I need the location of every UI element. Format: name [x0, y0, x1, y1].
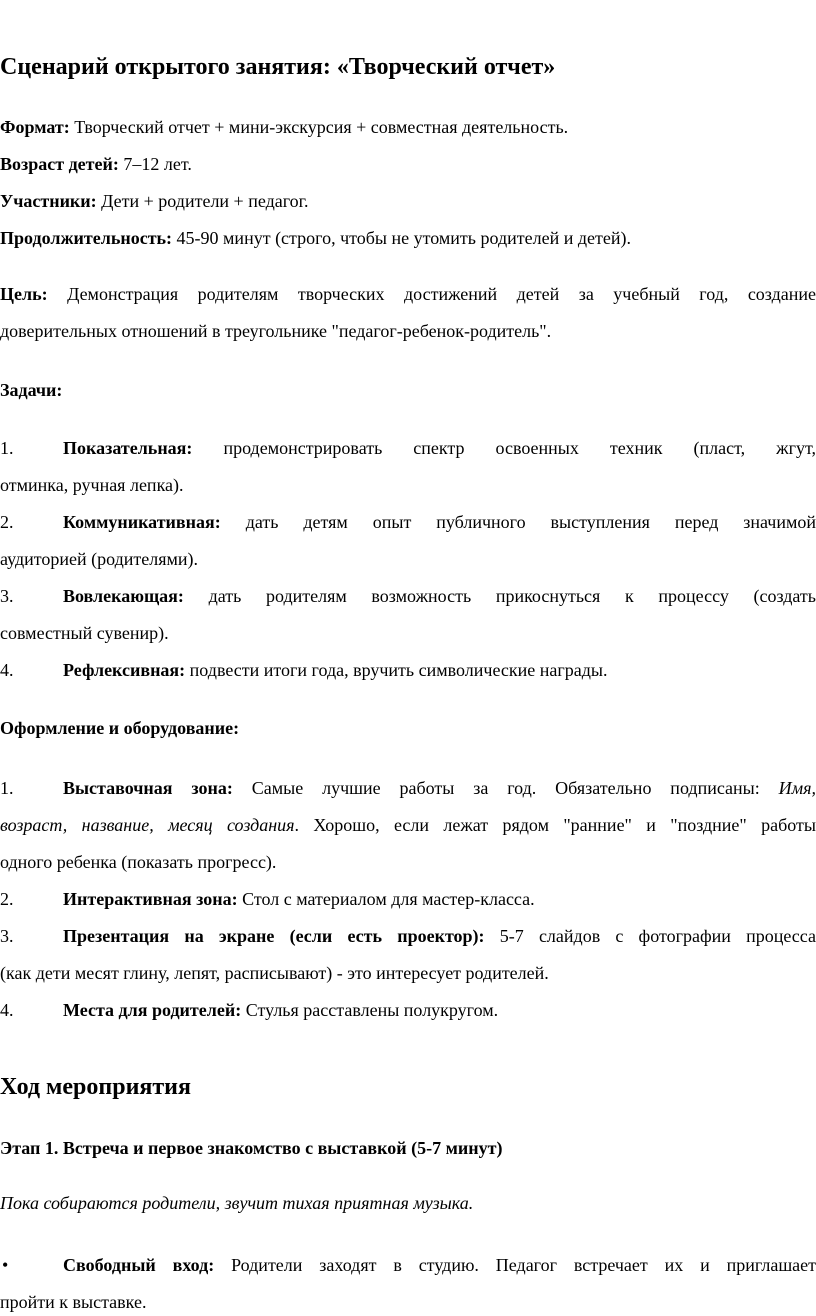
equipment-number: 2. [0, 889, 14, 909]
task-text: дать родителям возможность прикоснуться к процессу (создать [208, 586, 816, 606]
task-line-1 [63, 512, 816, 533]
meta-participants [0, 191, 816, 212]
equipment-line-2 [0, 815, 816, 836]
equipment-text-2: . Хорошо, если лежат рядом "ранние" и "поздние" работы [294, 815, 816, 835]
task-line-1 [63, 660, 816, 681]
meta-age [0, 154, 816, 175]
stage1-note-text: Пока собираются родители, звучит тихая приятная музыка. [0, 1193, 474, 1213]
equipment-number: 3. [0, 926, 14, 946]
equipment-text: Стулья расставлены полукругом. [241, 1000, 499, 1020]
task-label: Вовлекающая: [63, 586, 184, 606]
format-label: Формат: [0, 117, 70, 137]
bullet-icon: • [2, 1255, 9, 1275]
task-number: 2. [0, 512, 14, 532]
task-line-2: совместный сувенир). [0, 623, 169, 643]
meta-duration [0, 228, 816, 249]
goal-line-1 [0, 284, 816, 305]
duration-value: 45-90 минут (строго, чтобы не утомить родителей и детей). [172, 228, 632, 248]
tasks-heading: Задачи: [0, 380, 63, 400]
goal-label: Цель: [0, 284, 48, 304]
equipment-label: Интерактивная зона: [63, 889, 238, 909]
goal-text-1: Демонстрация родителям творческих достижений детей за учебный год, создание [47, 284, 816, 304]
age-label: Возраст детей: [0, 154, 119, 174]
equipment-label: Презентация на экране (если есть проектор): [63, 926, 485, 946]
participants-value: Дети + родители + педагог. [96, 191, 309, 211]
duration-label: Продолжительность: [0, 228, 173, 248]
task-line-2: отминка, ручная лепка). [0, 475, 184, 495]
task-text: подвести итоги года, вручить символические награды. [189, 660, 608, 680]
equipment-line-1 [63, 778, 816, 799]
equipment-line-1 [63, 926, 816, 947]
task-text: дать детям опыт публичного выступления перед значимой [245, 512, 816, 532]
bullet-line-2: пройти к выставке. [0, 1292, 147, 1312]
task-label: Рефлексивная: [63, 660, 186, 680]
bullet-text: Родители заходят в студию. Педагог встречает их и приглашает [231, 1255, 816, 1275]
task-text: продемонстрировать спектр освоенных техник (пласт, жгут, [223, 438, 816, 458]
age-value: 7–12 лет. [118, 154, 192, 174]
bullet-line-1 [63, 1255, 816, 1276]
equipment-label: Места для родителей: [63, 1000, 242, 1020]
equipment-italic-2: возраст, название, месяц создания [0, 815, 295, 835]
equipment-text: 5-7 слайдов с фотографии процесса [484, 926, 816, 946]
task-line-1 [63, 586, 816, 607]
equipment-text: Самые лучшие работы за год. Обязательно подписаны: [251, 778, 760, 798]
equipment-line-2: (как дети месят глину, лепят, расписывают) - это интересует родителей. [0, 963, 549, 983]
document-title: Сценарий открытого занятия: «Творческий отчет» [0, 54, 556, 80]
bullet-label: Свободный вход: [63, 1255, 215, 1275]
task-number: 4. [0, 660, 14, 680]
stage1-heading: Этап 1. Встреча и первое знакомство с выставкой (5-7 минут) [0, 1138, 503, 1158]
meta-format [0, 117, 816, 138]
equipment-number: 1. [0, 778, 14, 798]
equipment-line-1 [63, 889, 816, 910]
task-line-1 [63, 438, 816, 459]
task-number: 1. [0, 438, 14, 458]
equipment-line-1 [63, 1000, 816, 1021]
equipment-line-3: одного ребенка (показать прогресс). [0, 852, 277, 872]
equipment-heading: Оформление и оборудование: [0, 718, 240, 738]
task-line-2: аудиторией (родителями). [0, 549, 199, 569]
equipment-italic: Имя, [778, 778, 816, 798]
stage1-note [0, 1193, 816, 1214]
format-value: Творческий отчет + мини-экскурсия + совместная деятельность. [69, 117, 569, 137]
task-number: 3. [0, 586, 14, 606]
event-heading: Ход мероприятия [0, 1074, 191, 1100]
task-label: Коммуникативная: [63, 512, 221, 532]
participants-label: Участники: [0, 191, 97, 211]
equipment-number: 4. [0, 1000, 14, 1020]
task-label: Показательная: [63, 438, 193, 458]
goal-line-2: доверительных отношений в треугольнике "педагог-ребенок-родитель". [0, 321, 552, 341]
equipment-text: Стол с материалом для мастер-класса. [237, 889, 535, 909]
equipment-label: Выставочная зона: [63, 778, 233, 798]
